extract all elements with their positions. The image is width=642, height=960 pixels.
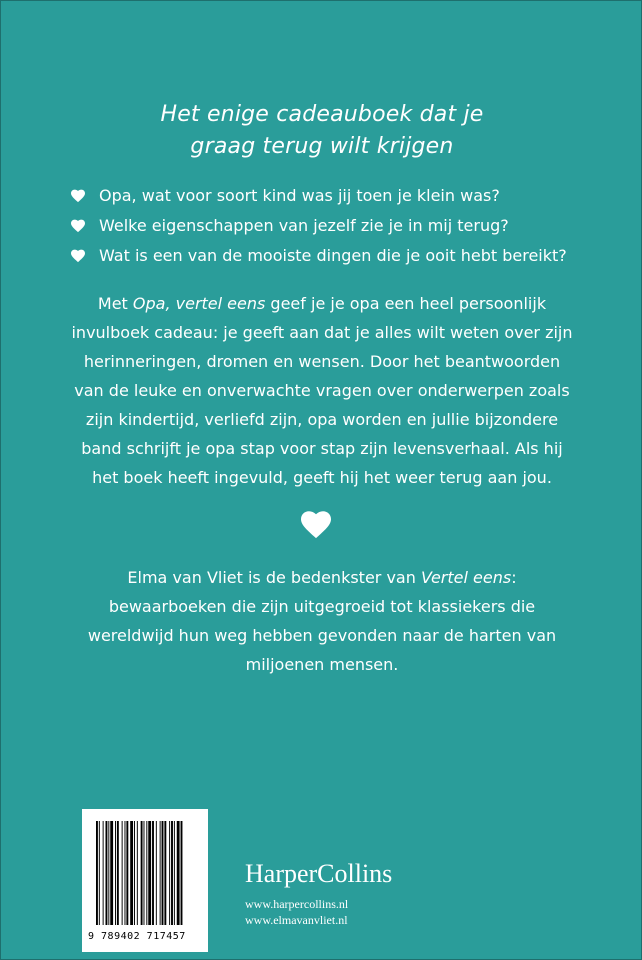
author-text: Elma van Vliet is de bedenkster van	[127, 568, 421, 587]
question-text: Opa, wat voor soort kind was jij toen je klein was?	[99, 186, 500, 205]
description	[61, 289, 583, 492]
description-line: herinneringen, dromen en wensen. Door het beantwoorden	[83, 352, 561, 371]
question-item	[71, 211, 631, 241]
tagline-line: Het enige cadeauboek dat je	[160, 102, 484, 127]
author-bio	[61, 563, 583, 679]
publisher-url: www.harpercollins.nl	[245, 897, 349, 911]
heart-icon	[71, 219, 85, 233]
description-line: invulboek cadeau: je geeft aan dat je alles wilt weten over zijn	[71, 323, 573, 342]
series-title: Vertel eens	[420, 568, 512, 587]
question-item	[71, 241, 631, 271]
description-text: geef je je opa een heel persoonlijk	[265, 294, 547, 313]
description-text: Met	[97, 294, 133, 313]
heart-icon	[301, 511, 331, 539]
heart-icon	[71, 189, 85, 203]
tagline-line: graag terug wilt krijgen	[190, 134, 454, 159]
description-line	[61, 289, 583, 318]
barcode-bars	[96, 821, 200, 925]
author-line: miljoenen mensen.	[245, 655, 399, 674]
author-line: wereldwijd hun weg hebben gevonden naar de harten van	[87, 626, 557, 645]
publisher-logo: HarperCollins	[245, 859, 393, 888]
author-text: :	[511, 568, 517, 587]
book-title: Opa, vertel eens	[132, 294, 266, 313]
heart-icon	[71, 249, 85, 263]
description-line: het boek heeft ingevuld, geeft hij het weer terug aan jou.	[92, 468, 552, 487]
author-line	[61, 563, 583, 592]
barcode	[82, 809, 208, 952]
question-text: Welke eigenschappen van jezelf zie je in mij terug?	[99, 216, 509, 235]
question-item	[71, 181, 631, 211]
tagline	[1, 99, 642, 163]
description-line: zijn kindertijd, verliefd zijn, opa worden en jullie bijzondere	[85, 410, 559, 429]
author-url: www.elmavanvliet.nl	[245, 913, 348, 927]
author-line: bewaarboeken die zijn uitgegroeid tot klassiekers die	[108, 597, 536, 616]
description-line: van de leuke en onverwachte vragen over onderwerpen zoals	[74, 381, 570, 400]
description-line: band schrijft je opa stap voor stap zijn levensverhaal. Als hij	[81, 439, 563, 458]
isbn-number: 9 789402 717457	[88, 931, 186, 942]
question-list	[71, 181, 631, 271]
question-text: Wat is een van de mooiste dingen die je ooit hebt bereikt?	[99, 246, 567, 265]
